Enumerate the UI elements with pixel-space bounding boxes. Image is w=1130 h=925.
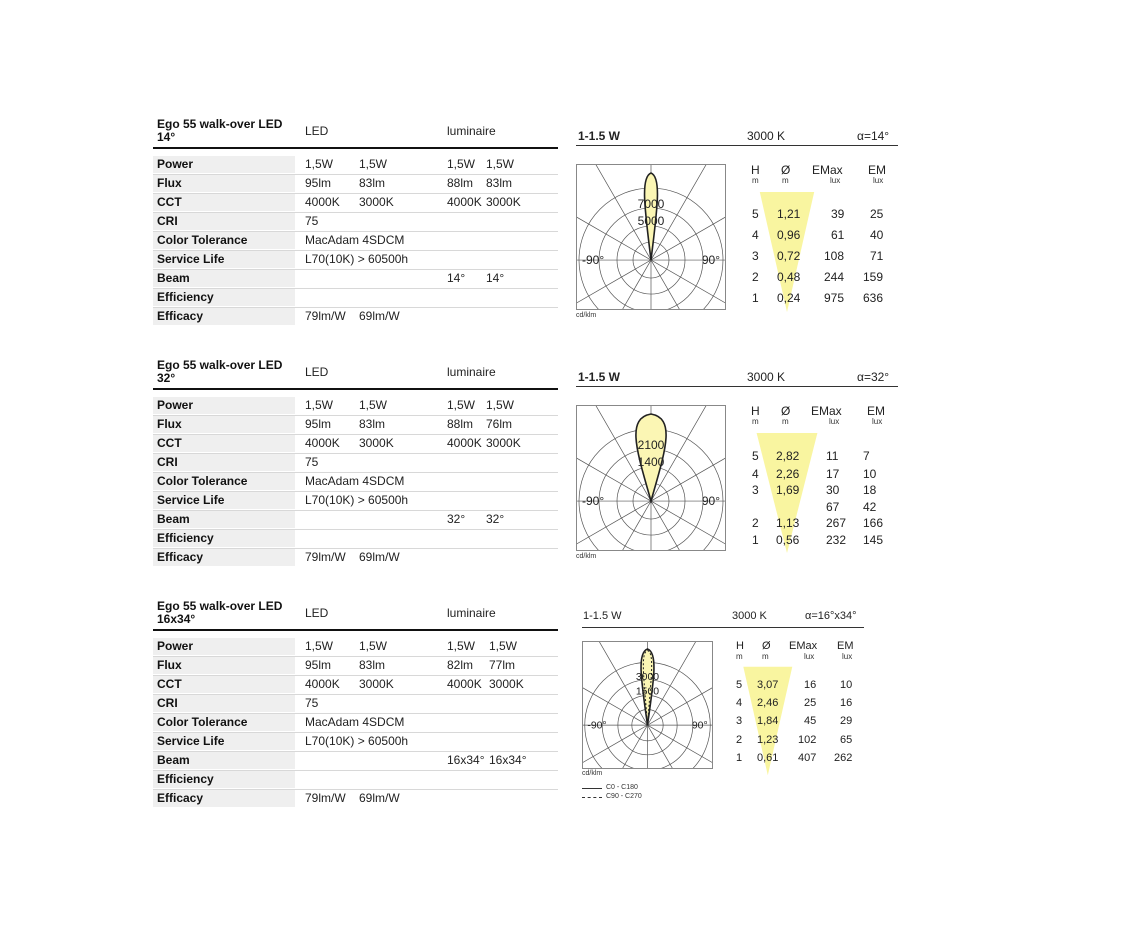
- led-3000k-value: 3000K: [359, 677, 394, 691]
- photometry-header: [576, 368, 898, 387]
- height-value: 4: [752, 228, 759, 242]
- angle-label-right: 90°: [691, 720, 708, 732]
- spec-row-beam: [153, 270, 558, 289]
- row-value: MacAdam 4SDCM: [305, 233, 405, 247]
- led-3000k-value: 69lm/W: [359, 550, 400, 564]
- header-emax-unit: lux: [804, 652, 815, 661]
- led-4000k-value: 95lm: [305, 417, 332, 431]
- diameter-value: 1,23: [757, 734, 779, 746]
- em-value: 65: [840, 734, 853, 746]
- product-section-16x34: [0, 600, 1130, 841]
- diameter-value: 2,26: [776, 467, 800, 481]
- row-value: L70(10K) > 60500h: [305, 493, 409, 507]
- luminaire-4000k-value: 4000K: [447, 195, 482, 209]
- luminaire-4000k-value: 16x34°: [447, 753, 485, 767]
- emax-value: 16: [804, 679, 817, 691]
- led-4000k-value: 95lm: [305, 176, 332, 190]
- row-label: Efficiency: [153, 530, 295, 547]
- em-value: 145: [863, 533, 884, 547]
- row-label: Beam: [153, 511, 295, 528]
- product-variant: 16x34°: [157, 612, 196, 626]
- diameter-value: 1,84: [757, 715, 779, 727]
- led-4000k-value: 79lm/W: [305, 791, 346, 805]
- led-3000k-value: 3000K: [359, 195, 394, 209]
- height-value: 5: [752, 207, 759, 221]
- luminaire-3000k-value: 77lm: [489, 658, 516, 672]
- luminaire-3000k-value: 1,5W: [489, 639, 518, 653]
- spec-row-power: [153, 156, 558, 175]
- spec-table-header: [153, 118, 558, 149]
- header-diameter: Ø: [781, 404, 791, 418]
- polar-diagram-svg: [583, 642, 712, 768]
- spec-row-color-tolerance: [153, 473, 558, 492]
- product-name: Ego 55 walk-over LED: [157, 358, 283, 372]
- luminaire-3000k-value: 83lm: [486, 176, 513, 190]
- row-label: Efficiency: [153, 771, 295, 788]
- spec-row-beam: [153, 511, 558, 530]
- luminaire-3000k-value: 3000K: [489, 677, 524, 691]
- em-value: 262: [834, 752, 853, 764]
- photometry-power: 1-1.5 W: [578, 370, 621, 384]
- emax-value: 11: [826, 449, 839, 463]
- column-led: LED: [305, 606, 329, 620]
- row-value: L70(10K) > 60500h: [305, 734, 409, 748]
- spec-row-power: [153, 397, 558, 416]
- product-name: Ego 55 walk-over LED: [157, 117, 283, 131]
- luminaire-4000k-value: 4000K: [447, 436, 482, 450]
- luminaire-4000k-value: 88lm: [447, 176, 474, 190]
- photometry-beam-angle: α=14°: [857, 129, 890, 143]
- height-value: 3: [736, 715, 743, 727]
- height-value: 4: [736, 697, 743, 709]
- luminaire-3000k-value: 1,5W: [486, 398, 515, 412]
- em-value: 71: [870, 249, 884, 263]
- row-label: Power: [153, 397, 295, 414]
- column-led: LED: [305, 365, 329, 379]
- spec-row-efficacy: [153, 308, 558, 326]
- led-3000k-value: 1,5W: [359, 398, 388, 412]
- header-em-unit: lux: [842, 652, 853, 661]
- header-emax: EMax: [812, 163, 843, 177]
- height-value: 2: [752, 270, 759, 284]
- polar-diagram-svg: [577, 406, 725, 550]
- intensity-label-inner: 1500: [635, 686, 660, 698]
- emax-value: 975: [824, 291, 845, 305]
- header-height: H: [751, 163, 760, 177]
- spec-row-cri: [153, 213, 558, 232]
- led-4000k-value: 4000K: [305, 677, 340, 691]
- illuminance-table: [730, 638, 865, 778]
- luminaire-4000k-value: 1,5W: [447, 157, 476, 171]
- luminaire-4000k-value: 82lm: [447, 658, 474, 672]
- led-4000k-value: 79lm/W: [305, 550, 346, 564]
- spec-row-cct: [153, 194, 558, 213]
- product-variant: 14°: [157, 130, 176, 144]
- emax-value: 108: [824, 249, 845, 263]
- led-3000k-value: 83lm: [359, 176, 386, 190]
- emax-value: 45: [804, 715, 817, 727]
- diameter-value: 0,96: [777, 228, 801, 242]
- intensity-label-outer: 7000: [637, 197, 665, 212]
- spec-rows: [153, 156, 558, 326]
- led-3000k-value: 69lm/W: [359, 791, 400, 805]
- product-section-32: [0, 359, 1130, 600]
- luminaire-3000k-value: 3000K: [486, 436, 521, 450]
- row-label: Power: [153, 156, 295, 173]
- spec-row-efficiency: [153, 289, 558, 308]
- column-luminaire: luminaire: [447, 606, 496, 620]
- polar-legend: [582, 784, 702, 804]
- row-label: Service Life: [153, 251, 295, 268]
- legend-c90-c270: C90 - C270: [606, 793, 642, 800]
- row-label: Beam: [153, 752, 295, 769]
- row-label: Service Life: [153, 492, 295, 509]
- height-value: 3: [752, 483, 759, 497]
- polar-diagram: [576, 164, 726, 310]
- em-value: 40: [870, 228, 884, 242]
- em-value: 25: [870, 207, 884, 221]
- height-value: 5: [736, 679, 743, 691]
- product-name: Ego 55 walk-over LED: [157, 599, 283, 613]
- em-value: 636: [863, 291, 884, 305]
- polar-unit-label: cd/klm: [576, 553, 597, 560]
- spec-row-cct: [153, 676, 558, 695]
- header-height-unit: m: [736, 652, 743, 661]
- diameter-value: 2,82: [776, 449, 800, 463]
- led-4000k-value: 4000K: [305, 436, 340, 450]
- header-em-unit: lux: [873, 176, 884, 185]
- luminaire-3000k-value: 1,5W: [486, 157, 515, 171]
- row-label: Flux: [153, 657, 295, 674]
- product-title: [157, 600, 297, 626]
- spec-row-efficiency: [153, 771, 558, 790]
- diameter-value: 0,56: [776, 533, 800, 547]
- angle-label-right: 90°: [701, 494, 720, 509]
- angle-label-left: -90°: [587, 720, 607, 732]
- spec-row-service-life: [153, 492, 558, 511]
- led-3000k-value: 1,5W: [359, 157, 388, 171]
- spec-row-efficiency: [153, 530, 558, 549]
- row-value: L70(10K) > 60500h: [305, 252, 409, 266]
- illuminance-table: [745, 401, 895, 556]
- column-led: LED: [305, 124, 329, 138]
- column-luminaire: luminaire: [447, 365, 496, 379]
- polar-unit-label: cd/klm: [576, 312, 597, 319]
- diameter-value: 0,72: [777, 249, 801, 263]
- led-3000k-value: 69lm/W: [359, 309, 400, 323]
- height-value: 5: [752, 449, 759, 463]
- header-emax-unit: lux: [829, 417, 840, 426]
- diameter-value: 3,07: [757, 679, 779, 691]
- row-value: 75: [305, 455, 319, 469]
- product-title: [157, 359, 297, 385]
- height-value: 1: [752, 291, 759, 305]
- diameter-value: 1,21: [777, 207, 801, 221]
- polar-diagram: [582, 641, 713, 769]
- product-title: [157, 118, 297, 144]
- emax-value: 39: [831, 207, 845, 221]
- em-value: 18: [863, 483, 877, 497]
- spec-row-efficacy: [153, 549, 558, 567]
- led-4000k-value: 79lm/W: [305, 309, 346, 323]
- emax-value: 30: [826, 483, 840, 497]
- luminaire-4000k-value: 88lm: [447, 417, 474, 431]
- em-value: 10: [840, 679, 853, 691]
- photometry-cct: 3000 K: [747, 370, 786, 384]
- header-height-unit: m: [752, 176, 759, 185]
- emax-value: 267: [826, 516, 847, 530]
- row-label: CRI: [153, 454, 295, 471]
- luminaire-3000k-value: 3000K: [486, 195, 521, 209]
- column-luminaire: luminaire: [447, 124, 496, 138]
- header-height: H: [736, 640, 744, 652]
- emax-value: 407: [798, 752, 817, 764]
- height-value: 3: [752, 249, 759, 263]
- legend-dashed-line: [582, 797, 602, 798]
- emax-value: 25: [804, 697, 817, 709]
- diameter-value: 1,13: [776, 516, 800, 530]
- header-diameter: Ø: [781, 163, 791, 177]
- photometry-cct: 3000 K: [747, 129, 786, 143]
- em-value: 10: [863, 467, 877, 481]
- angle-label-left: -90°: [582, 494, 605, 509]
- spec-row-cri: [153, 695, 558, 714]
- led-4000k-value: 1,5W: [305, 398, 334, 412]
- height-value: 4: [752, 467, 759, 481]
- diameter-value: 0,61: [757, 752, 779, 764]
- luminaire-3000k-value: 14°: [486, 271, 505, 285]
- header-emax-unit: lux: [830, 176, 841, 185]
- spec-row-power: [153, 638, 558, 657]
- photometry-beam-angle: α=32°: [857, 370, 890, 384]
- spec-row-color-tolerance: [153, 232, 558, 251]
- intensity-label-inner: 5000: [637, 214, 665, 229]
- header-diameter: Ø: [762, 640, 771, 652]
- emax-value: 61: [831, 228, 845, 242]
- luminaire-4000k-value: 1,5W: [447, 639, 476, 653]
- row-label: Efficacy: [153, 308, 295, 325]
- row-label: Color Tolerance: [153, 232, 295, 249]
- diameter-value: 0,48: [777, 270, 801, 284]
- luminaire-4000k-value: 4000K: [447, 677, 482, 691]
- spec-row-cri: [153, 454, 558, 473]
- angle-label-right: 90°: [701, 253, 720, 268]
- spec-table-header: [153, 600, 558, 631]
- row-label: Flux: [153, 175, 295, 192]
- header-diameter-unit: m: [762, 652, 769, 661]
- luminaire-4000k-value: 1,5W: [447, 398, 476, 412]
- polar-diagram: [576, 405, 726, 551]
- photometry-beam-angle: α=16°x34°: [805, 610, 857, 622]
- led-4000k-value: 95lm: [305, 658, 332, 672]
- row-value: MacAdam 4SDCM: [305, 715, 405, 729]
- product-section-14: [0, 118, 1130, 359]
- spec-rows: [153, 638, 558, 808]
- em-value: 7: [863, 449, 870, 463]
- emax-value: 232: [826, 533, 847, 547]
- photometry-header: [582, 608, 864, 628]
- header-height-unit: m: [752, 417, 759, 426]
- row-label: Efficacy: [153, 549, 295, 566]
- row-label: Service Life: [153, 733, 295, 750]
- spec-rows: [153, 397, 558, 567]
- header-em: EM: [868, 163, 886, 177]
- row-label: Power: [153, 638, 295, 655]
- emax-value: 102: [798, 734, 817, 746]
- spec-row-service-life: [153, 251, 558, 270]
- row-value: 75: [305, 214, 319, 228]
- height-value: 1: [752, 533, 759, 547]
- luminaire-3000k-value: 32°: [486, 512, 505, 526]
- row-label: Beam: [153, 270, 295, 287]
- photometry-header: [576, 127, 898, 146]
- legend-c0-c180: C0 - C180: [606, 784, 638, 791]
- led-3000k-value: 83lm: [359, 417, 386, 431]
- row-label: CCT: [153, 435, 295, 452]
- photometry-cct: 3000 K: [732, 610, 767, 622]
- header-diameter-unit: m: [782, 176, 789, 185]
- row-value: 75: [305, 696, 319, 710]
- height-value: 2: [752, 516, 759, 530]
- angle-label-left: -90°: [582, 253, 605, 268]
- led-4000k-value: 1,5W: [305, 639, 334, 653]
- header-em: EM: [867, 404, 885, 418]
- row-label: Efficiency: [153, 289, 295, 306]
- polar-diagram-svg: [577, 165, 725, 309]
- luminaire-3000k-value: 76lm: [486, 417, 513, 431]
- spec-row-color-tolerance: [153, 714, 558, 733]
- header-emax: EMax: [811, 404, 842, 418]
- height-value: 1: [736, 752, 743, 764]
- led-3000k-value: 3000K: [359, 436, 394, 450]
- led-3000k-value: 83lm: [359, 658, 386, 672]
- header-diameter-unit: m: [782, 417, 789, 426]
- spec-row-service-life: [153, 733, 558, 752]
- led-4000k-value: 4000K: [305, 195, 340, 209]
- diameter-value: 1,69: [776, 483, 800, 497]
- spec-row-efficacy: [153, 790, 558, 808]
- legend-solid-line: [582, 788, 602, 789]
- luminaire-3000k-value: 16x34°: [489, 753, 527, 767]
- intensity-label-inner: 1400: [637, 455, 665, 470]
- em-value: 166: [863, 516, 884, 530]
- spec-row-flux: [153, 416, 558, 435]
- row-label: Color Tolerance: [153, 714, 295, 731]
- emax-value: 17: [826, 467, 840, 481]
- header-height: H: [751, 404, 760, 418]
- luminaire-4000k-value: 14°: [447, 271, 466, 285]
- spec-table-header: [153, 359, 558, 390]
- row-value: MacAdam 4SDCM: [305, 474, 405, 488]
- row-label: CRI: [153, 695, 295, 712]
- row-label: CCT: [153, 194, 295, 211]
- illuminance-table: [745, 160, 895, 315]
- product-variant: 32°: [157, 371, 176, 385]
- header-em: EM: [837, 640, 854, 652]
- em-value: 42: [863, 500, 877, 514]
- row-label: CRI: [153, 213, 295, 230]
- polar-unit-label: cd/klm: [582, 770, 603, 777]
- led-3000k-value: 1,5W: [359, 639, 388, 653]
- row-label: Color Tolerance: [153, 473, 295, 490]
- intensity-label-outer: 3000: [635, 671, 660, 683]
- photometry-power: 1-1.5 W: [578, 129, 621, 143]
- luminaire-4000k-value: 32°: [447, 512, 466, 526]
- spec-row-beam: [153, 752, 558, 771]
- spec-row-flux: [153, 657, 558, 676]
- spec-row-cct: [153, 435, 558, 454]
- em-value: 159: [863, 270, 884, 284]
- header-em-unit: lux: [872, 417, 883, 426]
- em-value: 29: [840, 715, 853, 727]
- row-label: Efficacy: [153, 790, 295, 807]
- row-label: CCT: [153, 676, 295, 693]
- header-emax: EMax: [789, 640, 818, 652]
- diameter-value: 2,46: [757, 697, 779, 709]
- intensity-label-outer: 2100: [637, 438, 665, 453]
- row-label: Flux: [153, 416, 295, 433]
- emax-value: 67: [826, 500, 840, 514]
- diameter-value: 0,24: [777, 291, 801, 305]
- em-value: 16: [840, 697, 853, 709]
- height-value: 2: [736, 734, 743, 746]
- emax-value: 244: [824, 270, 845, 284]
- led-4000k-value: 1,5W: [305, 157, 334, 171]
- photometry-power: 1-1.5 W: [583, 610, 622, 622]
- spec-row-flux: [153, 175, 558, 194]
